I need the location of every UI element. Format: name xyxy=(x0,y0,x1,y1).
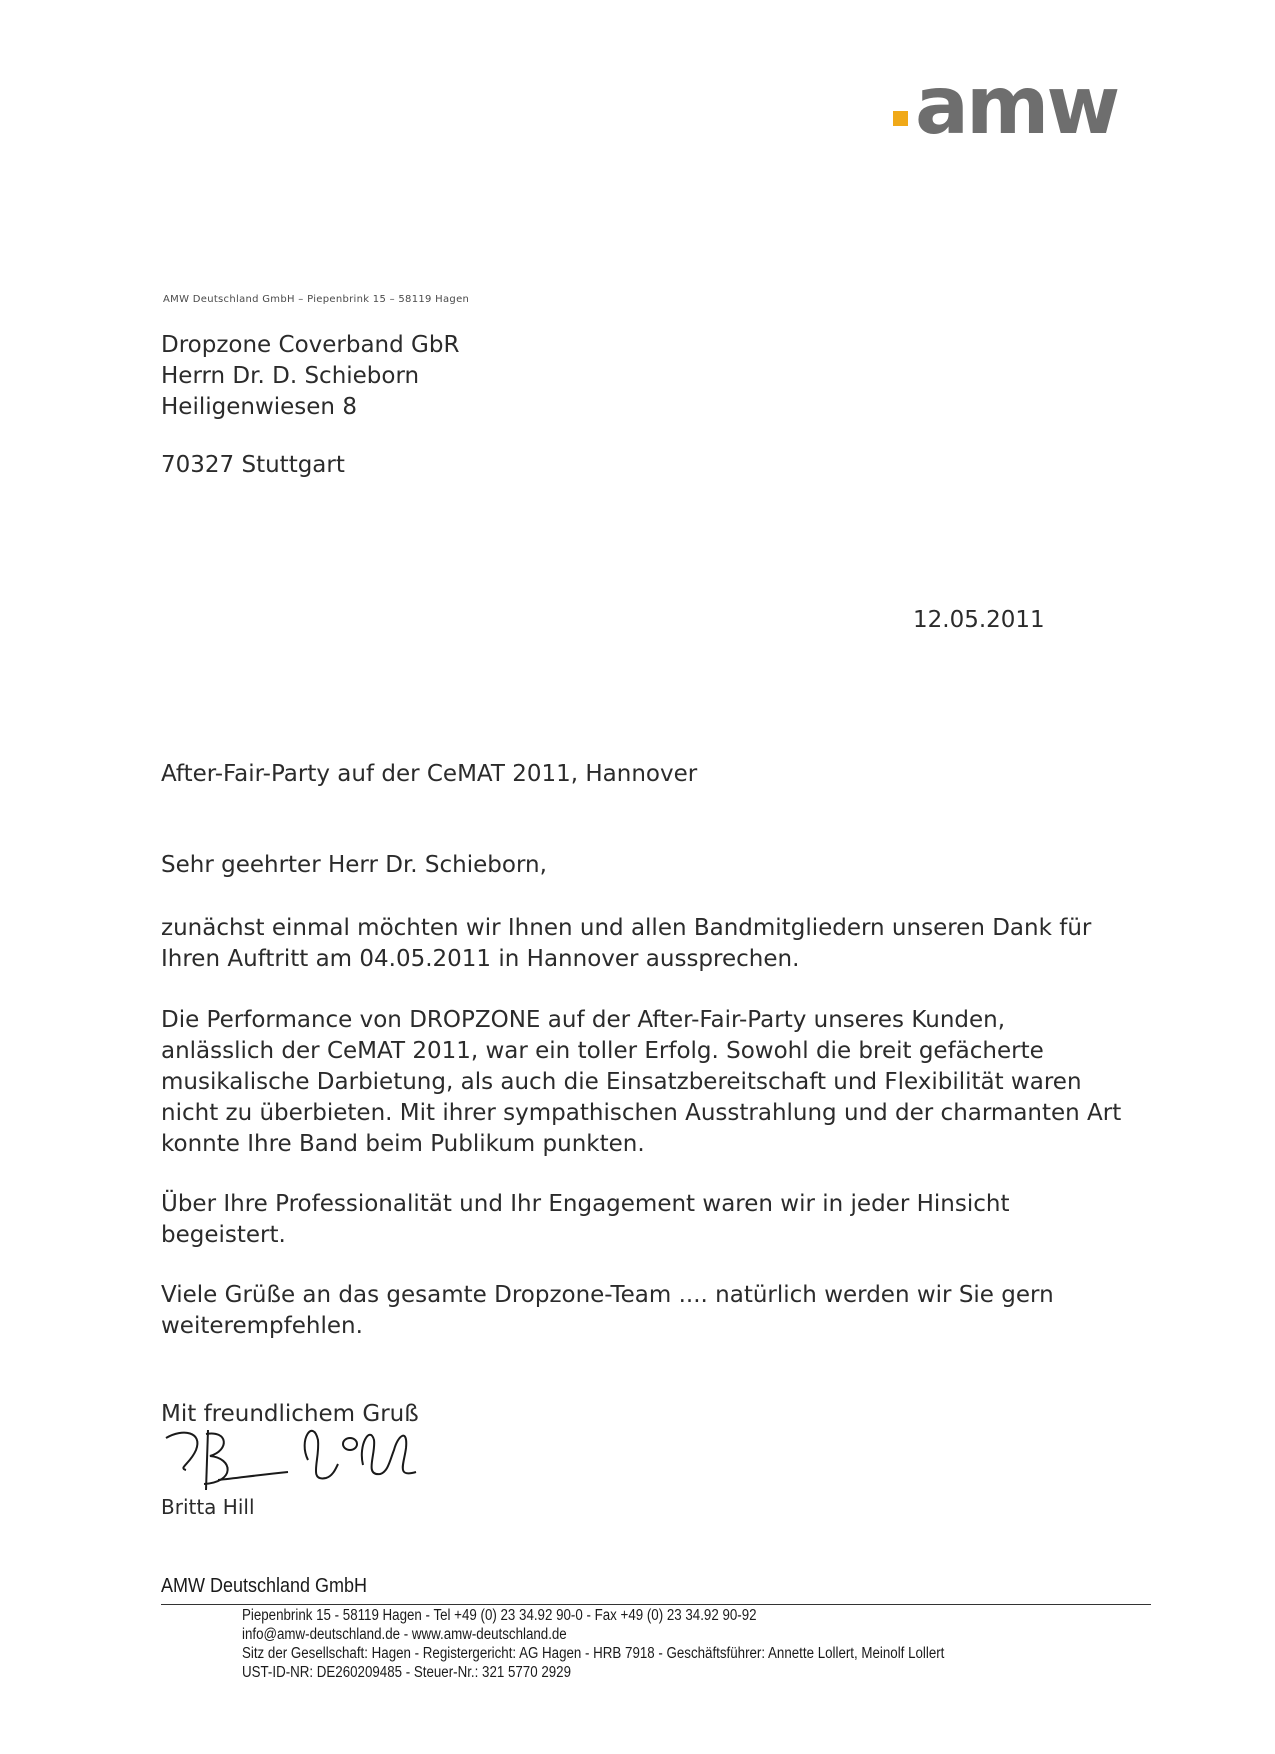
recipient-person: Herrn Dr. D. Schieborn xyxy=(161,363,420,389)
paragraph-line: Die Performance von DROPZONE auf der After-Fair-Party unseres Kunden, xyxy=(161,1007,1006,1033)
footer-divider xyxy=(161,1604,1151,1605)
signer-name: Britta Hill xyxy=(161,1495,255,1519)
recipient-company: Dropzone Coverband GbR xyxy=(161,332,460,358)
letter-subject: After-Fair-Party auf der CeMAT 2011, Hannover xyxy=(161,761,698,787)
paragraph-4 xyxy=(161,1280,1171,1342)
paragraph-2 xyxy=(161,1005,1171,1160)
paragraph-3 xyxy=(161,1189,1171,1251)
paragraph-line: weiterempfehlen. xyxy=(161,1313,363,1339)
paragraph-line: Viele Grüße an das gesamte Dropzone-Team .... natürlich werden wir Sie gern xyxy=(161,1282,1054,1308)
footer-tax-line: UST-ID-NR: DE260209485 - Steuer-Nr.: 321 5770 2929 xyxy=(242,1664,571,1681)
amw-logo xyxy=(893,59,1148,160)
paragraph-line: Ihren Auftritt am 04.05.2011 in Hannover aussprechen. xyxy=(161,946,800,972)
handwritten-signature xyxy=(158,1420,428,1500)
recipient-address xyxy=(161,330,459,423)
closing-phrase: Mit freundlichem Gruß xyxy=(161,1401,419,1427)
letter-date: 12.05.2011 xyxy=(913,607,1045,633)
footer-company-name: AMW Deutschland GmbH xyxy=(161,1575,368,1597)
paragraph-line: Über Ihre Professionalität und Ihr Engagement waren wir in jeder Hinsicht xyxy=(161,1191,1010,1217)
recipient-city: 70327 Stuttgart xyxy=(161,452,345,478)
footer-registry-line: Sitz der Gesellschaft: Hagen - Registergericht: AG Hagen - HRB 7918 - Geschäftsführer: Annette Lollert, Meinolf Lollert xyxy=(242,1645,945,1662)
paragraph-line: nicht zu überbieten. Mit ihrer sympathischen Ausstrahlung und der charmanten Art xyxy=(161,1100,1122,1126)
paragraph-1 xyxy=(161,913,1171,975)
paragraph-line: zunächst einmal möchten wir Ihnen und allen Bandmitgliedern unseren Dank für xyxy=(161,915,1092,941)
recipient-street: Heiligenwiesen 8 xyxy=(161,394,357,420)
paragraph-line: anlässlich der CeMAT 2011, war ein toller Erfolg. Sowohl die breit gefächerte xyxy=(161,1038,1044,1064)
logo-accent-square xyxy=(893,111,908,126)
salutation: Sehr geehrter Herr Dr. Schieborn, xyxy=(161,852,547,878)
paragraph-line: konnte Ihre Band beim Publikum punkten. xyxy=(161,1131,645,1157)
footer-web-line: info@amw-deutschland.de - www.amw-deutschland.de xyxy=(242,1626,567,1643)
paragraph-line: musikalische Darbietung, als auch die Einsatzbereitschaft und Flexibilität waren xyxy=(161,1069,1082,1095)
paragraph-line: begeistert. xyxy=(161,1222,286,1248)
sender-return-address: AMW Deutschland GmbH – Piepenbrink 15 – 58119 Hagen xyxy=(163,294,470,305)
footer-address-line: Piepenbrink 15 - 58119 Hagen - Tel +49 (0) 23 34.92 90-0 - Fax +49 (0) 23 34.92 90-92 xyxy=(242,1607,757,1624)
footer-details xyxy=(242,1606,944,1682)
logo-wordmark: amw xyxy=(915,59,1118,152)
